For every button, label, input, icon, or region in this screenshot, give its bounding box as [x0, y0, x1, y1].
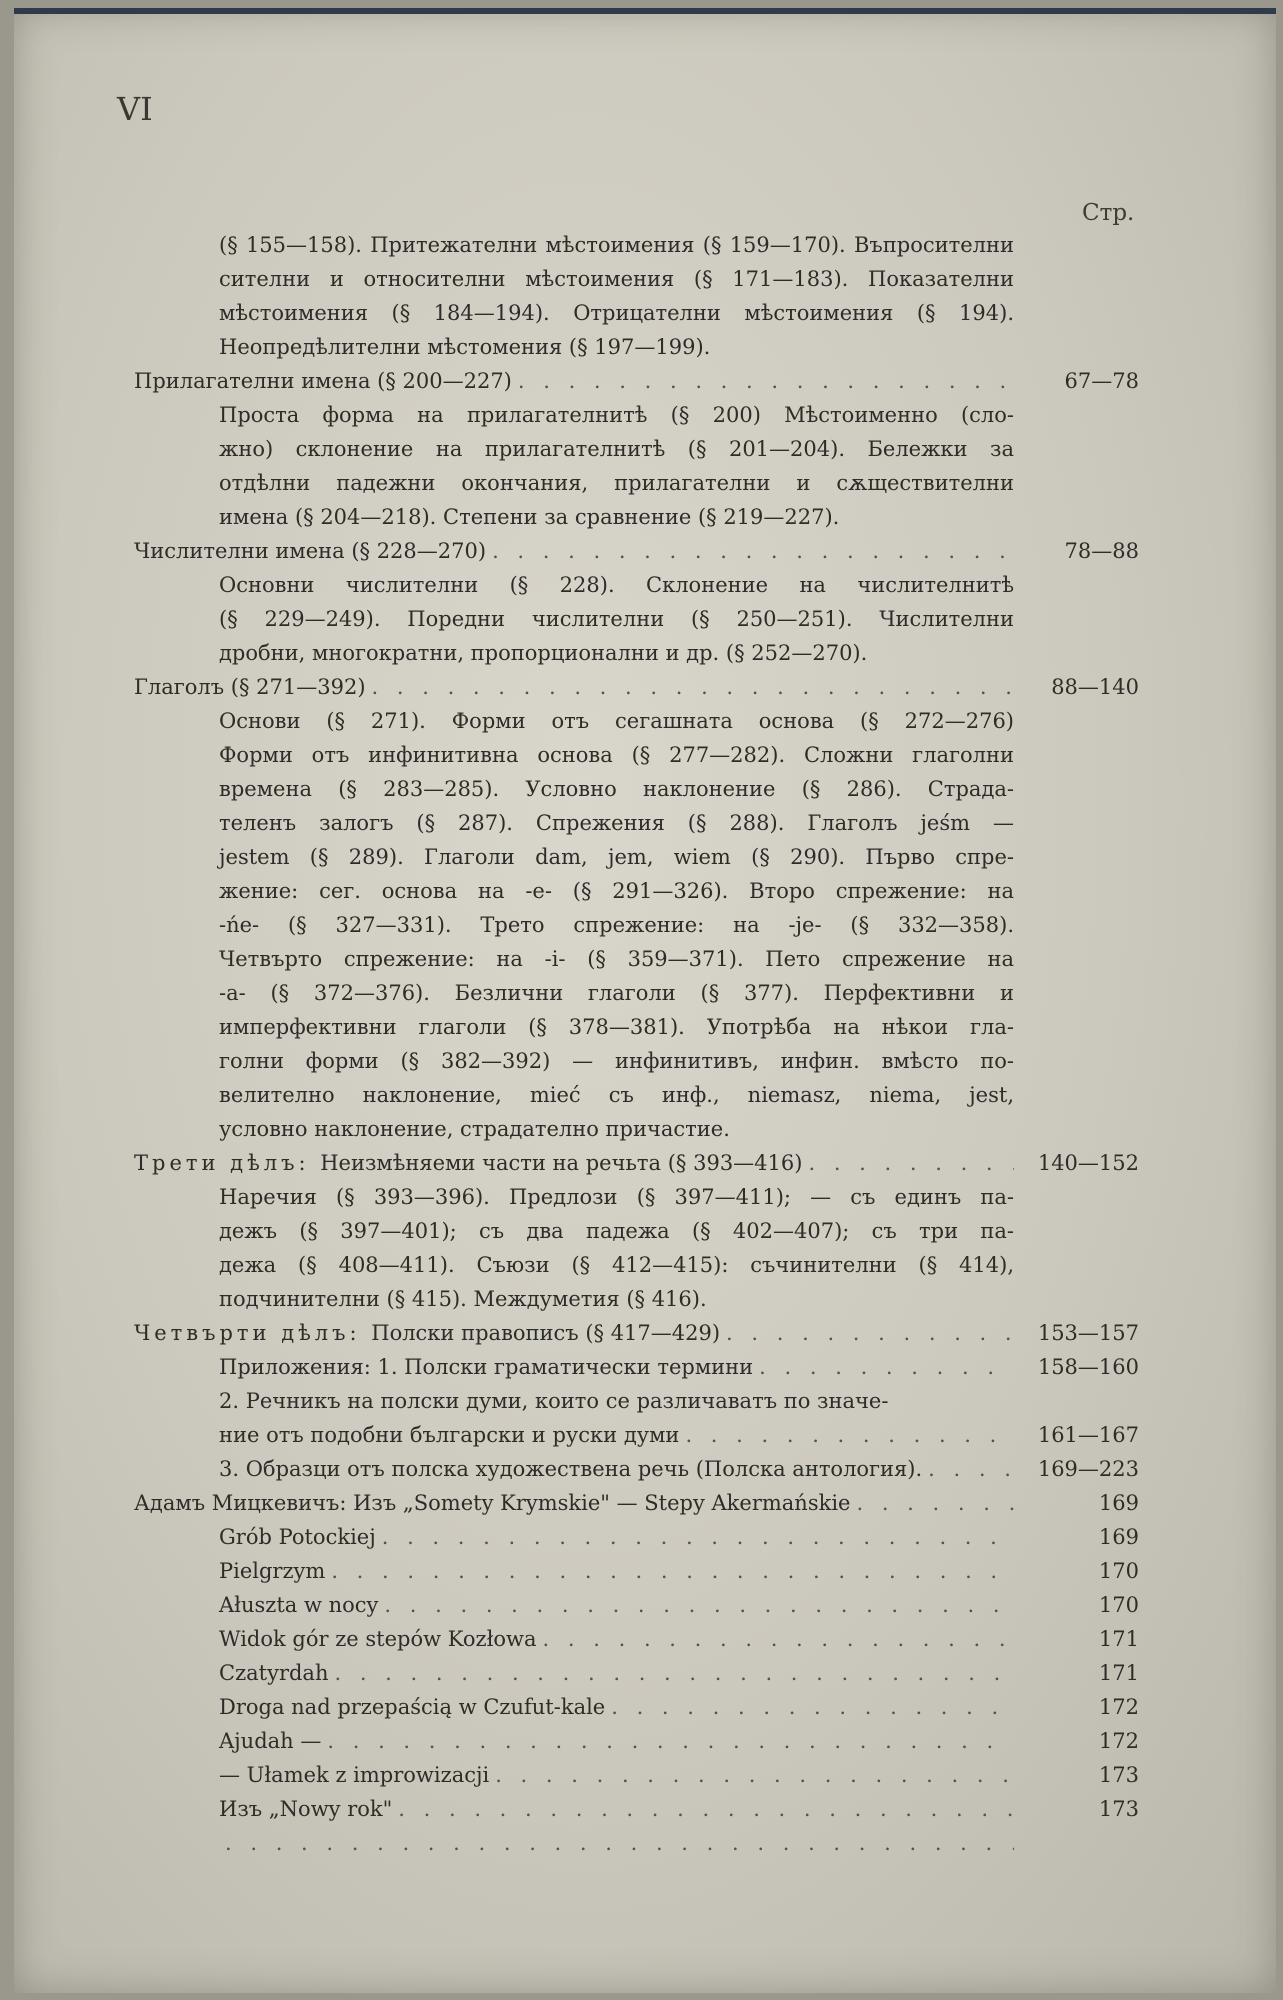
toc-page-number: 170: [1098, 1593, 1139, 1617]
description-line: подчинителни (§ 415). Междуметия (§ 416).: [219, 1287, 707, 1311]
toc-entry: Трети дѣлъ: Неизмѣняеми части на речьта (§ 393—416) . . .: [134, 1146, 1014, 1180]
poem-entry: Grób Potockiej . . .: [219, 1520, 1014, 1554]
description-line: сителни и относителни мѣстоимения (§ 171—183). Показателни: [219, 267, 1014, 291]
toc-page-number: 171: [1098, 1661, 1139, 1685]
description-line: Основни числителни (§ 228). Склонение на числителнитѣ: [219, 573, 1014, 597]
toc-page-number: 170: [1098, 1559, 1139, 1583]
description-line: jestem (§ 289). Глаголи dam, jem, wiem (§ 290). Първо спре-: [219, 845, 1014, 869]
description-line: условно наклонение, страдателно причастие.: [219, 1117, 730, 1141]
description-line: дежъ (§ 397—401); съ два падежа (§ 402—407); съ три па-: [219, 1219, 1014, 1243]
description-line: имена (§ 204—218). Степени за сравнение (§ 219—227).: [219, 505, 840, 529]
description-line: -ńe- (§ 327—331). Трето спрежение: на -je- (§ 332—358).: [219, 913, 1014, 937]
poem-entry: Ajudah — . . .: [219, 1724, 1014, 1758]
toc-page-number: 172: [1098, 1695, 1139, 1719]
book-page: [14, 8, 1276, 1993]
toc-entry: Четвърти дѣлъ: Полски правописъ (§ 417—429) . . .: [134, 1316, 1014, 1350]
toc-page-number: 173: [1098, 1763, 1139, 1787]
toc-entry: Прилагателни имена (§ 200—227) . . .: [134, 364, 1014, 398]
description-line: теленъ залогъ (§ 287). Спрежения (§ 288). Глаголъ jeśm —: [219, 811, 1014, 835]
description-line: отдѣлни падежни окончания, прилагателни и сѫществителни: [219, 471, 1014, 495]
poem-entry: Widok gór ze stepów Kozłowa . . .: [219, 1622, 1014, 1656]
poem-entry: Droga nad przepaścią w Czufut-kale . . .: [219, 1690, 1014, 1724]
toc-page-range: 140—152: [1037, 1151, 1139, 1175]
toc-entry: Глаголъ (§ 271—392) . . .: [134, 670, 1014, 704]
toc-page-range: 88—140: [1051, 675, 1139, 699]
toc-page-number: 171: [1098, 1627, 1139, 1651]
poem-entry: Ałuszta w nocy . . .: [219, 1588, 1014, 1622]
toc-page-range: 67—78: [1064, 369, 1139, 393]
toc-page-range: 153—157: [1037, 1321, 1139, 1345]
toc-page-range: 78—88: [1064, 539, 1139, 563]
toc-page-number: 173: [1098, 1797, 1139, 1821]
description-line: (§ 155—158). Притежателни мѣстоимения (§ 159—170). Въпросителни: [219, 233, 1014, 257]
description-line: жение: сег. основа на -e- (§ 291—326). Второ спрежение: на: [219, 879, 1014, 903]
description-line: Проста форма на прилагателнитѣ (§ 200) Мѣстоименно (сло-: [219, 403, 1014, 427]
poem-entry: — Ułamek z improwizacji . . .: [219, 1758, 1014, 1792]
description-line: велително наклонение, mieć съ инф., niemasz, niema, jest,: [219, 1083, 1014, 1107]
toc-page-number: [1024, 1826, 1139, 1860]
description-line: имперфективни глаголи (§ 378—381). Употрѣба на нѣкои гла-: [219, 1015, 1014, 1039]
description-line: Четвърто спрежение: на -i- (§ 359—371). Пето спрежение на: [219, 947, 1014, 971]
description-line: времена (§ 283—285). Условно наклонение (§ 286). Страда-: [219, 777, 1014, 801]
toc-entry: Приложения: 1. Полски граматически термини . . .: [219, 1350, 1014, 1384]
toc-page-range: 169—223: [1037, 1457, 1139, 1481]
toc-page-number: 169: [1098, 1491, 1139, 1515]
description-line: Неопредѣлителни мѣстомения (§ 197—199).: [219, 335, 711, 359]
toc-page-number: 169: [1098, 1525, 1139, 1549]
description-line: -a- (§ 372—376). Безлични глаголи (§ 377). Перфективни и: [219, 981, 1014, 1005]
description-line: (§ 229—249). Поредни числителни (§ 250—251). Числителни: [219, 607, 1014, 631]
toc-entry: Адамъ Мицкевичъ: Изъ „Somety Krymskie" — Stepy Akermańskie . . .: [134, 1486, 1014, 1520]
description-line: дежа (§ 408—411). Съюзи (§ 412—415): съчинителни (§ 414),: [219, 1253, 1014, 1277]
poem-entry: Pielgrzym . . .: [219, 1554, 1014, 1588]
toc-page-range: 161—167: [1037, 1423, 1139, 1447]
description-line: мѣстоимения (§ 184—194). Отрицателни мѣстоимения (§ 194).: [219, 301, 1014, 325]
toc-entry: 3. Образци отъ полска художествена речь (Полска антология). . . .: [219, 1452, 1014, 1486]
description-line: голни форми (§ 382—392) — инфинитивъ, инфин. вмѣсто по-: [219, 1049, 1014, 1073]
description-line: 2. Речникъ на полски думи, които се различаватъ по значе-: [219, 1389, 889, 1413]
toc-page-number: 172: [1098, 1729, 1139, 1753]
toc-page-range: 158—160: [1037, 1355, 1139, 1379]
description-line: жно) склонение на прилагателнитѣ (§ 201—204). Бележки за: [219, 437, 1014, 461]
description-line: Форми отъ инфинитивна основа (§ 277—282). Сложни глаголни: [219, 743, 1014, 767]
description-line: дробни, многократни, пропорционални и др. (§ 252—270).: [219, 641, 868, 665]
description-line: Основи (§ 271). Форми отъ сегашната основа (§ 272—276): [219, 709, 1014, 733]
toc-entry: Числителни имена (§ 228—270) . . .: [134, 534, 1014, 568]
poem-entry: Czatyrdah . . .: [219, 1656, 1014, 1690]
page-edge: [14, 8, 1276, 14]
toc-entry: ние отъ подобни български и руски думи . . .: [219, 1418, 1014, 1452]
poem-entry: Изъ „Nowy rok" . . .: [219, 1792, 1014, 1826]
description-line: Наречия (§ 393—396). Предлози (§ 397—411); — съ единъ па-: [219, 1185, 1014, 1209]
column-header: Стр.: [1082, 200, 1135, 226]
poem-entry: [219, 1826, 1014, 1860]
page-number: VI: [117, 90, 153, 128]
